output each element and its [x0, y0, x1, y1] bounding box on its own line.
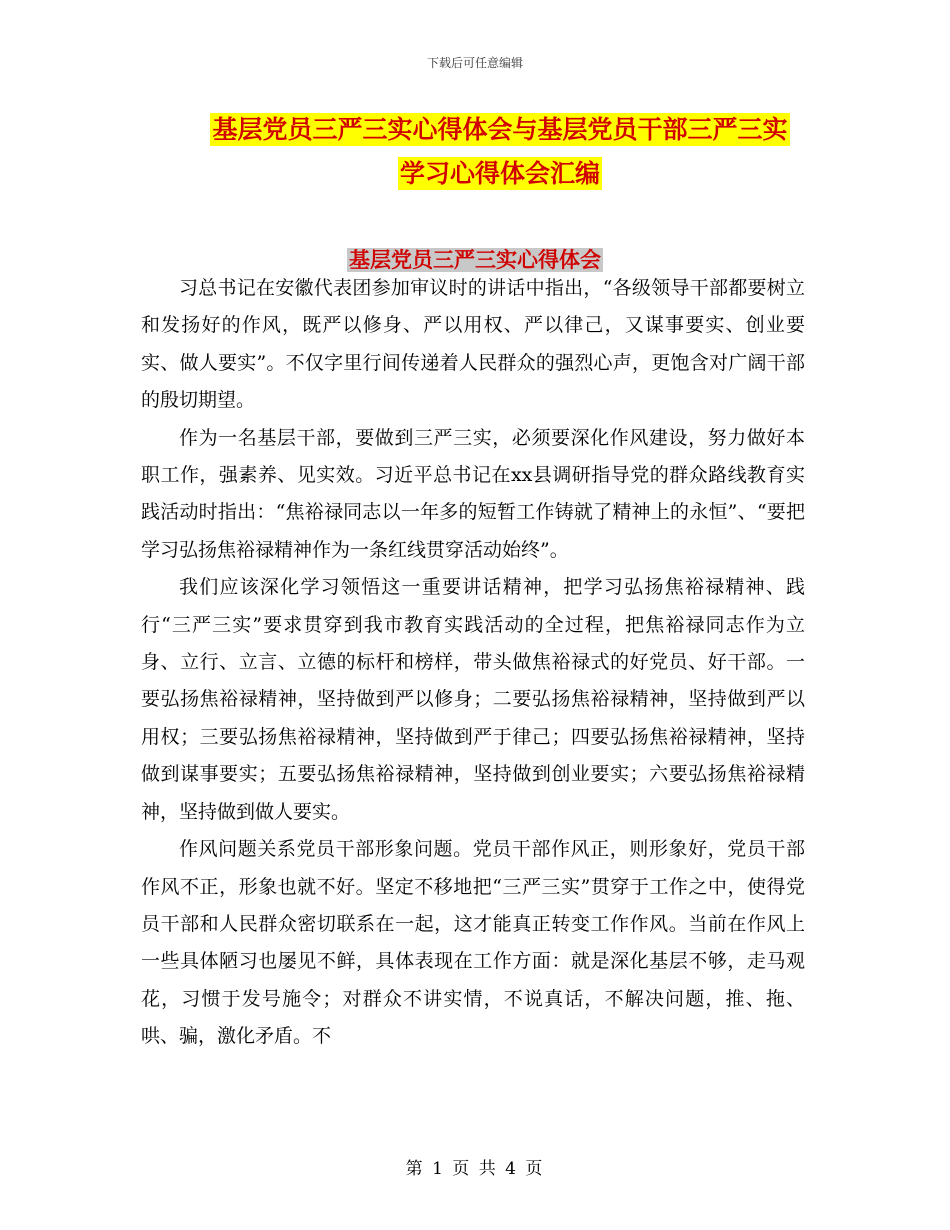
paragraph: 习总书记在安徽代表团参加审议时的讲话中指出，“各级领导干部都要树立和发扬好的作风，既严以修身、严以用权、严以律己，又谋事要实、创业要实、做人要实”。不仅字里行间传递着人民群众的强烈心声，更饱含对广阔干部的殷切期望。: [141, 277, 805, 412]
main-title: [140, 108, 860, 196]
section-title-text: 基层党员三严三实心得体会: [349, 248, 601, 272]
paragraph: 作风问题关系党员干部形象问题。党员干部作风正，则形象好，党员干部作风不正，形象也就不好。坚定不移地把“三严三实”贯穿于工作之中，使得党员干部和人民群众密切联系在一起，这才能真正转变工作作风。当前在作风上一些具体陋习也屡见不鲜，具体表现在工作方面：就是深化基层不够，走马观花，习惯于发号施令；对群众不讲实情，不说真话，不解决问题，推、拖、哄、骗，激化矛盾。不: [141, 838, 805, 1048]
main-title-line1: 基层党员三严三实心得体会与基层党员干部三严三实: [212, 115, 788, 144]
body-text: [141, 270, 805, 1056]
paragraph: 我们应该深化学习领悟这一重要讲话精神，把学习弘扬焦裕禄精神、践行“三严三实”要求贯穿到我市教育实践活动的全过程，把焦裕禄同志作为立身、立行、立言、立德的标杆和榜样，带头做焦裕禄式的好党员、好干部。一要弘扬焦裕禄精神，坚持做到严以修身；二要弘扬焦裕禄精神，坚持做到严以用权；三要弘扬焦裕禄精神，坚持做到严于律己；四要弘扬焦裕禄精神，坚持做到谋事要实；五要弘扬焦裕禄精神，坚持做到创业要实；六要弘扬焦裕禄精神，坚持做到做人要实。: [141, 576, 805, 823]
main-title-line2: 学习心得体会汇编: [399, 159, 600, 188]
page-footer: 第 1 页 共 4 页: [405, 1159, 545, 1179]
header-note: 下载后可任意编辑: [426, 56, 523, 70]
paragraph: 作为一名基层干部，要做到三严三实，必须要深化作风建设，努力做好本职工作，强素养、见实效。习近平总书记在xx县调研指导党的群众路线教育实践活动时指出：“焦裕禄同志以一年多的短暂工作铸就了精神上的永恒”、“要把学习弘扬焦裕禄精神作为一条红线贯穿活动始终”。: [141, 426, 805, 561]
